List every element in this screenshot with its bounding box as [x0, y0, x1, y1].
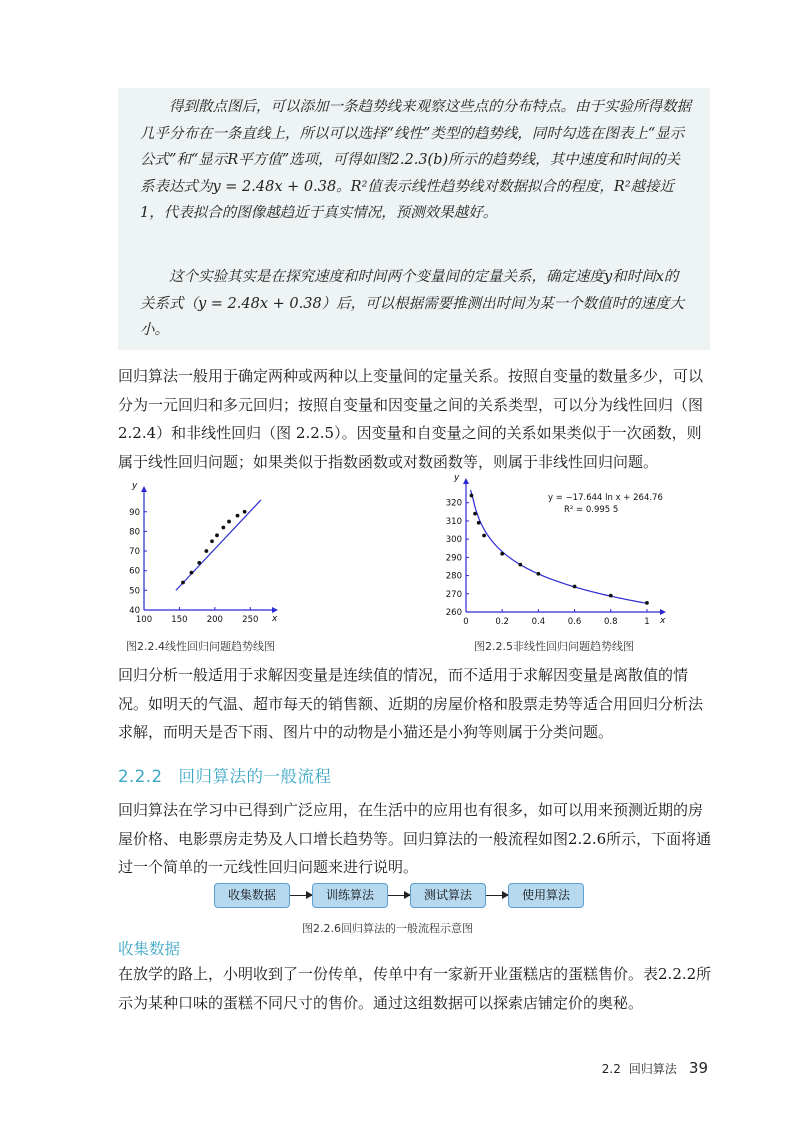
x-axis-arrow: [272, 607, 278, 613]
callout-box: [118, 88, 710, 350]
y-tick-label: 60: [129, 566, 140, 577]
y-tick-label: 320: [445, 498, 462, 509]
x-axis-label: x: [272, 614, 278, 624]
body-paragraph-1: 回归算法一般用于确定两种或两种以上变量间的定量关系。按照自变量的数量多少，可以分为一元回归和多元回归；按照自变量和因变量之间的关系类型，可以分为线性回归（图 2.2.4）和非线性回归（图 2.2.5）。因变量和自变量之间的关系如果类似于一次函数，则属于线性回归问题；如果类似于指数函数或对数函数等，则属于非线性回归问题。: [118, 367, 704, 471]
footer-section-title: 回归算法: [628, 1062, 677, 1076]
data-point: [473, 512, 477, 516]
x-tick-label: 100: [135, 615, 153, 625]
data-point: [215, 533, 219, 537]
data-point: [197, 561, 201, 565]
data-point: [573, 585, 577, 589]
y-axis-arrow: [463, 478, 469, 484]
y-axis-label: y: [454, 474, 460, 483]
figure-label: 图2.2.4: [126, 640, 165, 653]
y-tick-label: 300: [445, 535, 462, 546]
chart2-equation: y = −17.644 ln x + 264.76: [548, 493, 663, 503]
data-point: [518, 563, 522, 567]
figure-title: 非线性回归问题趋势线图: [513, 640, 634, 653]
body-paragraph-4: 在放学的路上，小明收到了一份传单，传单中有一家新开业蛋糕店的蛋糕售价。表2.2.2所示为某种口味的蛋糕不同尺寸的售价。通过这组数据可以探索店铺定价的奥秘。: [118, 965, 712, 1012]
callout-paragraph-1: 得到散点图后，可以添加一条趋势线来观察这些点的分布特点。由于实验所得数据几乎分布在一条直线上，所以可以选择“线性”类型的趋势线，同时勾选在图表上“显示公式”和“显示R平方值”选项，可得如图2.2.3(b)所示的趋势线，其中速度和时间的关系表达式为y = 2.48x + 0.38。R²值表示线性趋势线对数据拟合的程度，R²越接近1，代表拟合的图像越趋近于真实情况，预测效果越好。: [140, 99, 691, 221]
data-point: [243, 510, 247, 514]
flow-arrow: [290, 895, 312, 896]
data-point: [236, 514, 240, 518]
section-title: 回归算法的一般流程: [178, 767, 332, 786]
data-point: [470, 494, 474, 498]
linear-regression-chart: [118, 482, 278, 627]
x-tick-label: 0: [463, 617, 469, 627]
body-paragraph-3: 回归算法在学习中已得到广泛应用，在生活中的应用也有很多，如可以用来预测近期的房屋价格、电影票房走势及人口增长趋势等。回归算法的一般流程如图2.2.6所示，下面将通过一个简单的一元线性回归问题来进行说明。: [118, 801, 712, 876]
x-tick-label: 1: [644, 617, 650, 627]
nonlinear-regression-chart: [430, 474, 670, 629]
trend-curve: [471, 490, 647, 603]
data-point: [609, 594, 613, 598]
y-tick-label: 90: [129, 507, 140, 518]
data-point: [500, 552, 504, 556]
flow-step-use: 使用算法: [508, 883, 584, 908]
figure-2-2-4-caption: [126, 638, 275, 654]
callout-paragraph-2: 这个实验其实是在探究速度和时间两个变量间的定量关系，确定速度y和时间x的关系式（y = 2.48x + 0.38）后，可以根据需要推测出时间为某一个数值时的速度大小。: [140, 269, 685, 338]
y-tick-label: 280: [445, 571, 462, 582]
y-axis-arrow: [141, 486, 147, 492]
flow-step-train: 训练算法: [312, 883, 388, 908]
x-tick-label: 0.4: [531, 617, 546, 627]
y-tick-label: 50: [129, 586, 140, 597]
x-tick-label: 0.8: [603, 617, 618, 627]
flow-arrow: [388, 895, 410, 896]
x-axis-label: x: [660, 616, 666, 626]
figure-label: 图2.2.5: [474, 640, 513, 653]
data-point: [536, 572, 540, 576]
data-point: [210, 539, 214, 543]
flow-step-test: 测试算法: [410, 883, 486, 908]
x-tick-label: 250: [242, 615, 259, 625]
data-point: [190, 571, 194, 575]
section-number: 2.2.2: [118, 767, 163, 786]
y-tick-label: 70: [129, 547, 140, 558]
trend-line: [176, 500, 261, 590]
page-footer: [602, 1058, 708, 1077]
figure-title: 线性回归问题趋势线图: [165, 640, 275, 653]
chart2-r-squared: R² = 0.995 5: [564, 505, 619, 515]
y-tick-label: 80: [129, 527, 140, 538]
flow-step-collect: 收集数据: [214, 883, 290, 908]
y-tick-label: 310: [445, 516, 462, 527]
body-paragraph-2: 回归分析一般适用于求解因变量是连续值的情况，而不适用于求解因变量是离散值的情况。如明天的气温、超市每天的销售额、近期的房屋价格和股票走势等适合用回归分析法求解，而明天是否下雨、图片中的动物是小猫还是小狗等则属于分类问题。: [118, 666, 704, 741]
data-point: [227, 520, 231, 524]
data-point: [482, 534, 486, 538]
page-number: 39: [688, 1059, 708, 1077]
x-tick-label: 200: [206, 615, 223, 625]
figure-2-2-5-caption: [474, 638, 634, 654]
x-tick-label: 0.6: [567, 617, 582, 627]
y-tick-label: 260: [445, 608, 462, 618]
figure-2-2-6-caption: [302, 920, 473, 936]
process-flow-diagram: [214, 883, 594, 911]
y-axis-label: y: [132, 482, 138, 491]
data-point: [204, 549, 208, 553]
section-heading: [118, 763, 331, 787]
data-point: [181, 581, 185, 585]
subheading-collect-data: 收集数据: [118, 940, 181, 958]
footer-section-number: 2.2: [601, 1062, 621, 1076]
y-tick-label: 40: [129, 606, 140, 616]
x-axis-arrow: [660, 609, 666, 615]
flow-arrow: [486, 895, 508, 896]
x-tick-label: 0.2: [495, 617, 509, 627]
data-point: [477, 521, 481, 525]
x-tick-label: 150: [171, 615, 188, 625]
figure-title: 回归算法的一般流程示意图: [341, 922, 473, 935]
data-point: [221, 526, 225, 530]
y-tick-label: 290: [445, 553, 462, 564]
y-tick-label: 270: [445, 589, 462, 600]
data-point: [645, 601, 649, 605]
figure-label: 图2.2.6: [302, 922, 341, 935]
